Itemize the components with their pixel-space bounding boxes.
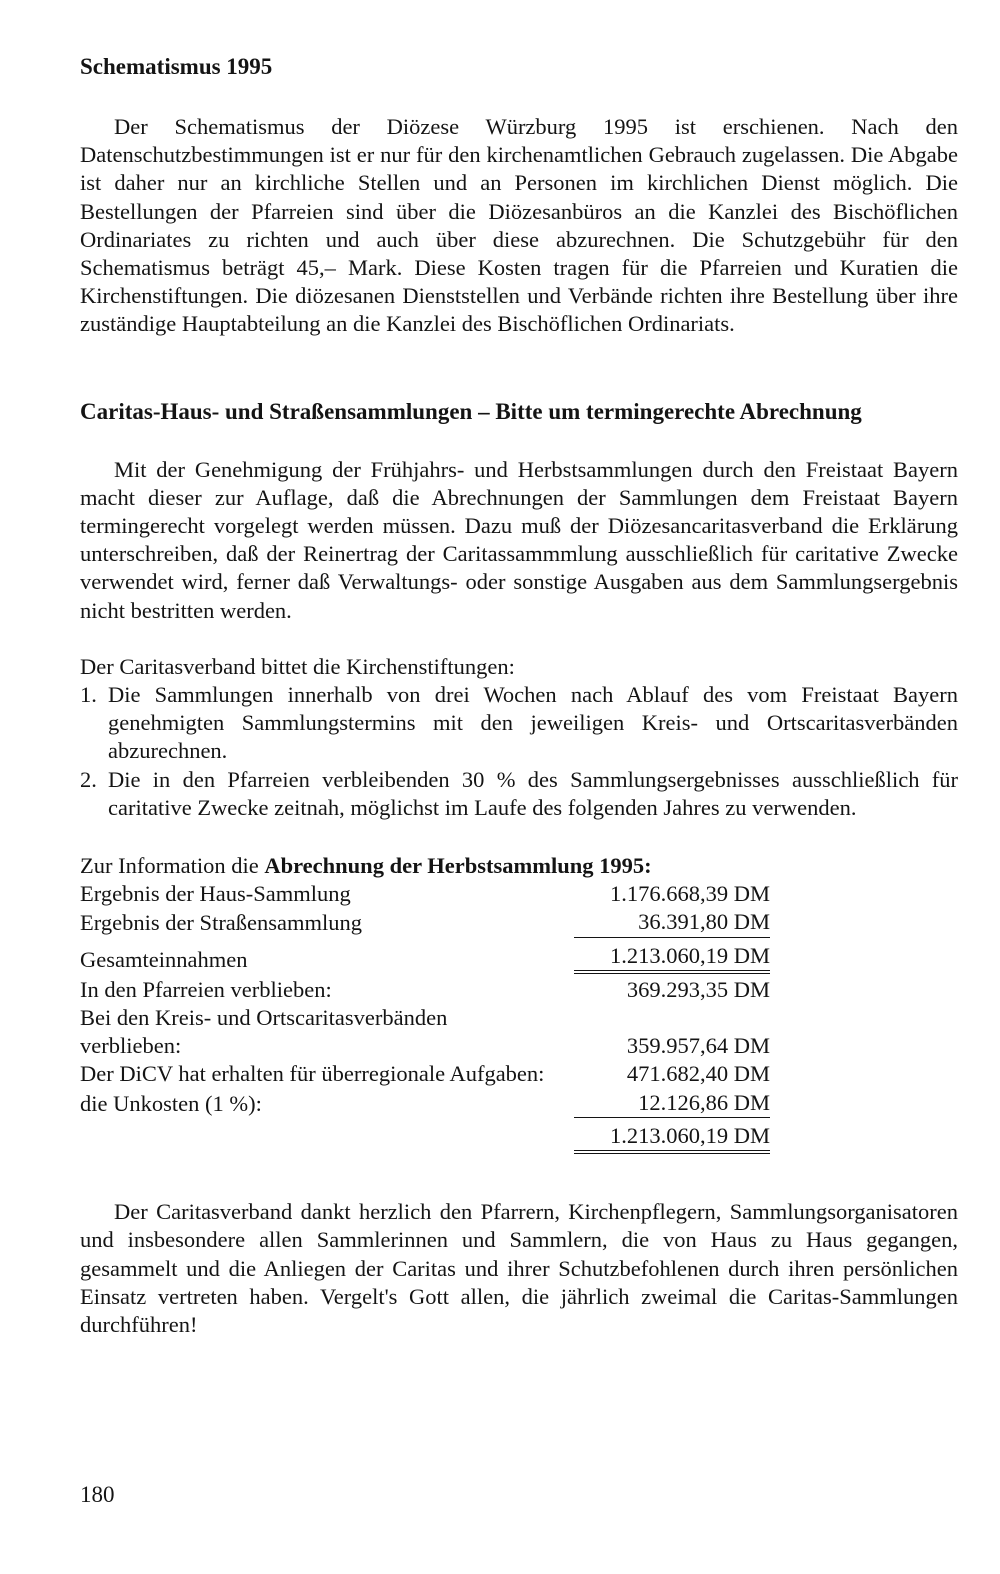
table-row <box>80 976 770 1004</box>
table-row-label: die Unkosten (1 %): <box>80 1090 262 1116</box>
table-row <box>80 908 770 937</box>
table-row-amount: 359.957,64 DM <box>626 1033 770 1059</box>
paragraph-caritas-intro: Mit der Genehmigung der Frühjahrs- und Herbstsammlungen durch den Freistaat Bayern macht dieser zur Auflage, daß die Abrechnungen der Sammlungen dem Freistaat Bayern termingerecht vorgelegt werden müssen. Dazu muß der Diözesancaritasverband die Erklärung unterschreiben, daß der Reinertrag der Caritassammmlung ausschließlich für caritative Zwecke verwendet wird, ferner daß Verwaltungs- oder sonstige Ausgaben aus dem Sammlungsergebnis nicht bestritten werden. <box>80 456 958 623</box>
table-row <box>80 1060 770 1088</box>
info-line <box>80 852 958 880</box>
table-row-amount: 369.293,35 DM <box>626 976 770 1002</box>
section-heading-caritas: Caritas-Haus- und Straßensammlungen – Bitte um termingerechte Abrechnung <box>80 398 862 424</box>
info-prefix: Zur Information die <box>80 853 265 879</box>
table-row-label: Ergebnis der Straßensammlung <box>80 910 363 936</box>
paragraph-request-intro: Der Caritasverband bittet die Kirchenstiftungen: <box>80 653 515 679</box>
paragraph-closing: Der Caritasverband dankt herzlich den Pfarrern, Kirchenpflegern, Sammlungsorganisatoren und insbesondere allen Sammlerinnen und Sammlern, die von Haus zu Haus gegangen, gesammelt und die Anliegen der Caritas und ihrer Schutzbefohlenen durch ihren persönlichen Einsatz vertreten haben. Vergelt's Gott allen, die jährlich zweimal die Caritas-Sammlungen durchführen! <box>80 1199 958 1337</box>
list-item-number: 1. <box>80 682 97 708</box>
table-row-amount: 36.391,80 DM <box>574 908 770 937</box>
settlement-table <box>80 880 770 1154</box>
list-item <box>80 681 958 766</box>
section-heading-schematismus: Schematismus 1995 <box>80 54 273 79</box>
page-number: 180 <box>80 1482 115 1507</box>
table-row-amount-total: 1.213.060,19 DM <box>574 942 770 974</box>
table-row-label: Ergebnis der Haus-Sammlung <box>80 881 351 907</box>
paragraph-schematismus: Der Schematismus der Diözese Würzburg 1995 ist erschienen. Nach den Datenschutzbestimmungen ist er nur für den kirchenamtlichen Gebrauch zugelassen. Die Abgabe ist daher nur an kirchliche Stellen und an Personen im kirchlichen Dienst möglich. Die Bestellungen der Pfarreien sind über die Diözesanbüros an die Kanzlei des Bischöflichen Ordinariates zu richten und auch über diese abzurechnen. Die Schutzgebühr für den Schematismus beträgt 45,– Mark. Diese Kosten tragen für die Pfarreien und Kuratien die Kirchenstiftungen. Die diözesanen Dienststellen und Verbände richten ihre Bestellung über ihre zuständige Hauptabteilung an die Kanzlei des Bischöflichen Ordinariats. <box>80 114 958 337</box>
table-row <box>80 1004 770 1060</box>
table-row-label: In den Pfarreien verblieben: <box>80 976 332 1002</box>
table-row-amount: 1.176.668,39 DM <box>609 881 770 907</box>
table-row-amount: 12.126,86 DM <box>574 1089 770 1118</box>
table-row <box>80 1089 770 1118</box>
list-item-text: Die Sammlungen innerhalb von drei Wochen nach Ablauf des vom Freistaat Bayern genehmigten Sammlungstermins mit den jeweiligen Kreis- und Ortscaritasverbänden abzurechnen. <box>108 682 958 764</box>
table-row-label: Bei den Kreis- und Ortscaritasverbänden verblieben: <box>80 1005 448 1059</box>
document-page <box>80 52 958 1339</box>
table-row-label: Der DiCV hat erhalten für überregionale Aufgaben: <box>80 1061 545 1087</box>
table-row <box>80 942 770 974</box>
info-title: Abrechnung der Herbstsammlung 1995: <box>264 853 652 879</box>
list-item <box>80 766 958 822</box>
table-row <box>80 880 770 908</box>
list-item-text: Die in den Pfarreien verbleibenden 30 % des Sammlungsergebnisses ausschließlich für caritative Zwecke zeitnah, möglichst im Laufe des folgenden Jahres zu verwenden. <box>108 766 958 820</box>
table-row-amount-total: 1.213.060,19 DM <box>574 1122 770 1154</box>
table-row-label: Gesamteinnahmen <box>80 946 248 972</box>
table-row-amount: 471.682,40 DM <box>626 1061 770 1087</box>
table-row <box>80 1122 770 1154</box>
list-item-number: 2. <box>80 766 97 792</box>
request-list <box>80 681 958 822</box>
